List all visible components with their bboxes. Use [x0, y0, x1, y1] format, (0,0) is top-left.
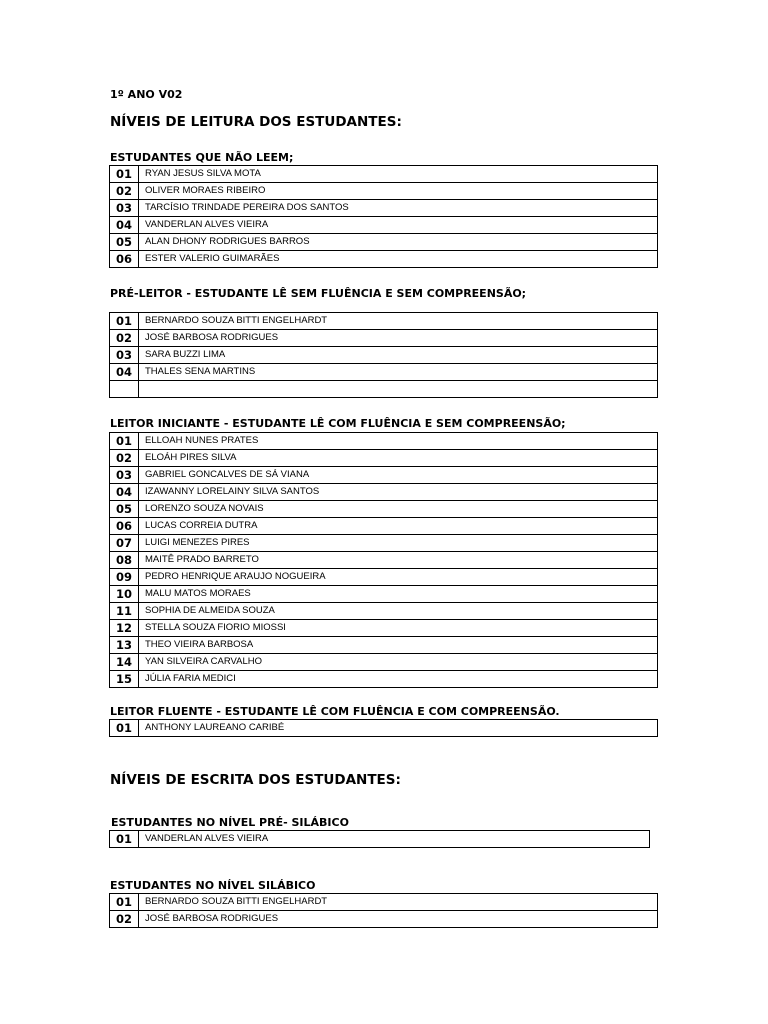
table-row [110, 501, 658, 518]
reading-levels-title: NÍVEIS DE LEITURA DOS ESTUDANTES: [110, 114, 402, 130]
student-name: RYAN JESUS SILVA MOTA [139, 166, 658, 183]
student-name: JOSÉ BARBOSA RODRIGUES [139, 911, 658, 928]
table-row [110, 217, 658, 234]
pre-syllabic-table [109, 830, 650, 848]
row-number: 04 [110, 484, 139, 501]
table-row [110, 313, 658, 330]
table-row [110, 518, 658, 535]
row-number: 01 [110, 720, 139, 737]
fluent-reader-heading: LEITOR FLUENTE - ESTUDANTE LÊ COM FLUÊNCIA E COM COMPREENSÃO. [110, 705, 560, 718]
row-number: 15 [110, 671, 139, 688]
non-readers-table [109, 165, 658, 268]
row-number: 11 [110, 603, 139, 620]
student-name: PEDRO HENRIQUE ARAUJO NOGUEIRA [139, 569, 658, 586]
row-number: 05 [110, 234, 139, 251]
row-number: 01 [110, 894, 139, 911]
row-number: 03 [110, 467, 139, 484]
student-name: LUIGI MENEZES PIRES [139, 535, 658, 552]
table-row [110, 450, 658, 467]
row-number: 01 [110, 313, 139, 330]
student-name: BERNARDO SOUZA BITTI ENGELHARDT [139, 313, 658, 330]
table-row [110, 911, 658, 928]
table-row [110, 535, 658, 552]
row-number: 02 [110, 450, 139, 467]
table-row [110, 671, 658, 688]
row-number: 03 [110, 200, 139, 217]
row-number: 14 [110, 654, 139, 671]
table-row [110, 620, 658, 637]
writing-levels-title: NÍVEIS DE ESCRITA DOS ESTUDANTES: [110, 772, 401, 788]
student-name: ELLOAH NUNES PRATES [139, 433, 658, 450]
student-name: VANDERLAN ALVES VIEIRA [139, 831, 650, 848]
student-name: THALES SENA MARTINS [139, 364, 658, 381]
row-number: 02 [110, 911, 139, 928]
student-name: ANTHONY LAUREANO CARIBÉ [139, 720, 658, 737]
table-row [110, 894, 658, 911]
table-row [110, 654, 658, 671]
row-number: 10 [110, 586, 139, 603]
pre-syllabic-heading: ESTUDANTES NO NÍVEL PRÉ- SILÁBICO [111, 816, 349, 829]
row-number: 13 [110, 637, 139, 654]
fluent-reader-table [109, 719, 658, 737]
table-row [110, 234, 658, 251]
table-row [110, 364, 658, 381]
table-row [110, 569, 658, 586]
row-number: 04 [110, 217, 139, 234]
row-number: 02 [110, 330, 139, 347]
row-number: 03 [110, 347, 139, 364]
table-row [110, 586, 658, 603]
row-number: 12 [110, 620, 139, 637]
syllabic-heading: ESTUDANTES NO NÍVEL SILÁBICO [110, 879, 316, 892]
student-name: VANDERLAN ALVES VIEIRA [139, 217, 658, 234]
student-name: ELOÁH PIRES SILVA [139, 450, 658, 467]
student-name: ESTER VALERIO GUIMARÃES [139, 251, 658, 268]
row-number: 04 [110, 364, 139, 381]
row-number: 06 [110, 518, 139, 535]
student-name: GABRIEL GONCALVES DE SÁ VIANA [139, 467, 658, 484]
student-name: TARCÍSIO TRINDADE PEREIRA DOS SANTOS [139, 200, 658, 217]
table-row [110, 347, 658, 364]
student-name: SARA BUZZI LIMA [139, 347, 658, 364]
student-name: STELLA SOUZA FIORIO MIOSSI [139, 620, 658, 637]
syllabic-table [109, 893, 658, 928]
row-number: 05 [110, 501, 139, 518]
table-row [110, 831, 650, 848]
row-number: 09 [110, 569, 139, 586]
student-name: OLIVER MORAES RIBEIRO [139, 183, 658, 200]
student-name: MALU MATOS MORAES [139, 586, 658, 603]
pre-reader-heading: PRÉ-LEITOR - ESTUDANTE LÊ SEM FLUÊNCIA E SEM COMPREENSÃO; [110, 287, 527, 300]
student-name: SOPHIA DE ALMEIDA SOUZA [139, 603, 658, 620]
student-name: ALAN DHONY RODRIGUES BARROS [139, 234, 658, 251]
row-number: 01 [110, 166, 139, 183]
table-row [110, 484, 658, 501]
student-name: MAITÊ PRADO BARRETO [139, 552, 658, 569]
non-readers-heading: ESTUDANTES QUE NÃO LEEM; [110, 151, 294, 164]
row-number: 07 [110, 535, 139, 552]
student-name: BERNARDO SOUZA BITTI ENGELHARDT [139, 894, 658, 911]
student-name [139, 381, 658, 398]
table-row [110, 552, 658, 569]
table-row [110, 166, 658, 183]
student-name: THEO VIEIRA BARBOSA [139, 637, 658, 654]
row-number: 06 [110, 251, 139, 268]
table-row [110, 183, 658, 200]
student-name: JÚLIA FARIA MEDICI [139, 671, 658, 688]
table-row [110, 330, 658, 347]
row-number: 02 [110, 183, 139, 200]
table-row [110, 637, 658, 654]
student-name: JOSÉ BARBOSA RODRIGUES [139, 330, 658, 347]
table-row [110, 251, 658, 268]
table-row [110, 381, 658, 398]
row-number: 08 [110, 552, 139, 569]
row-number [110, 381, 139, 398]
beginner-reader-heading: LEITOR INICIANTE - ESTUDANTE LÊ COM FLUÊNCIA E SEM COMPREENSÃO; [110, 417, 566, 430]
table-row [110, 603, 658, 620]
beginner-reader-table [109, 432, 658, 688]
student-name: IZAWANNY LORELAINY SILVA SANTOS [139, 484, 658, 501]
table-row [110, 200, 658, 217]
row-number: 01 [110, 433, 139, 450]
table-row [110, 720, 658, 737]
student-name: YAN SILVEIRA CARVALHO [139, 654, 658, 671]
row-number: 01 [110, 831, 139, 848]
pre-reader-table [109, 312, 658, 398]
table-row [110, 433, 658, 450]
student-name: LUCAS CORREIA DUTRA [139, 518, 658, 535]
student-name: LORENZO SOUZA NOVAIS [139, 501, 658, 518]
doc-title: 1º ANO V02 [110, 88, 183, 101]
table-row [110, 467, 658, 484]
